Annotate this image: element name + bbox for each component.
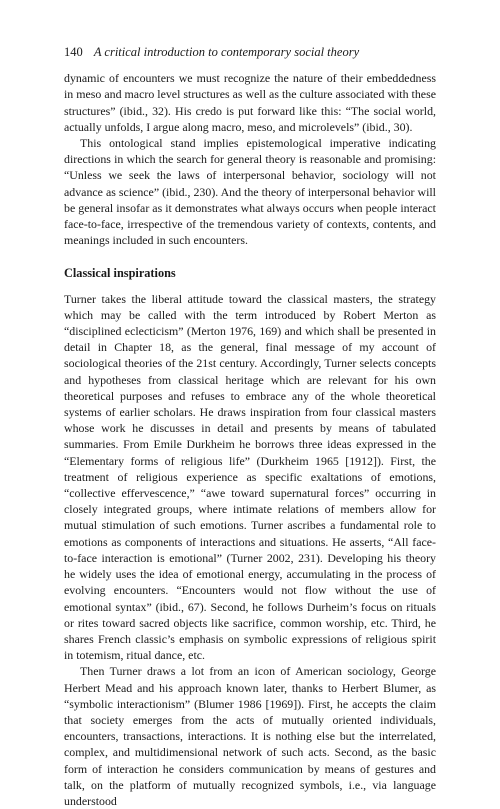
paragraph-durkheim: Turner takes the liberal attitude toward the classical masters, the strategy which may be called with the term introduced by Robert Merton as “disciplined eclecticism” (Merton 1976, 169) and which shall be presented in detail in Chapter 18, as the general, final message of my account of sociological theories of the 21st century. Accordingly, Turner selects concepts and hypotheses from classical heritage which are relevant for his own theoretical purposes and refuses to embrace any of the whole theoretical systems of earlier scholars. He draws inspiration from four classical masters whose work he discusses in detail and presents by means of tabulated summaries. From Emile Durkheim he borrows three ideas expressed in the “Elementary forms of religious life” (Durkheim 1965 [1912]). First, the treatment of religious experience as specific exaltations of emotions, “collective effervescence,” “awe toward supernatural forces” occurring in closely integrated groups, where intimate relations of members allow for mutual stimulation of such emotions. Turner ascribes a fundamental role to emotions as components of interactions and situations. He asserts, “All face-to-face interaction is emotional” (Turner 2002, 231). Developing his theory he widely uses the idea of emotional energy, accumulating in the process of evolving encounters. “Encounters would not flow without the use of emotional syntax” (ibid., 67). Second, he follows Durheim’s focus on rituals or rites toward sacred objects like sacrifice, common worship, etc. Third, he shares French classic’s emphasis on symbolic expressions of religious spirit in totemism, ritual dance, etc. — [64, 291, 436, 663]
book-page — [64, 44, 436, 809]
page-number: 140 — [64, 45, 83, 59]
book-title: A critical introduction to contemporary social theory — [93, 45, 360, 59]
paragraph-ontological-stand: This ontological stand implies epistemological imperative indicating directions in which the search for general theory is reasonable and promising: “Unless we seek the laws of interpersonal behavior, sociology will not advance as science” (ibid., 230). And the theory of interpersonal behavior will be general insofar as it demonstrates what always occurs when people interact face-to-face, irrespective of the tremendous variety of contexts, contents, and meanings included in such encounters. — [64, 136, 436, 248]
running-head — [64, 44, 436, 60]
section-heading: Classical inspirations — [64, 266, 176, 281]
paragraph-mead: Then Turner draws a lot from an icon of American sociology, George Herbert Mead and his approach known later, thanks to Herbert Blumer, as “symbolic interactionism” (Blumer 1986 [1969]). First, he accepts the claim that society emerges from the acts of mutually oriented individuals, encounters, transactions, interactions. It is nothing else but the interrelated, complex, and multidimensional network of such acts. Second, as the basic form of interaction he considers communication by means of gestures and talk, on the platform of mutually recognized symbols, i.e., via language understood — [64, 664, 436, 808]
paragraph-continued: dynamic of encounters we must recognize the nature of their embeddedness in meso and macro level structures as well as the culture associated with these structures” (ibid., 32). His credo is put forward like this: “The social world, actually unfolds, I argue along macro, meso, and microlevels” (ibid., 30). — [64, 71, 436, 134]
